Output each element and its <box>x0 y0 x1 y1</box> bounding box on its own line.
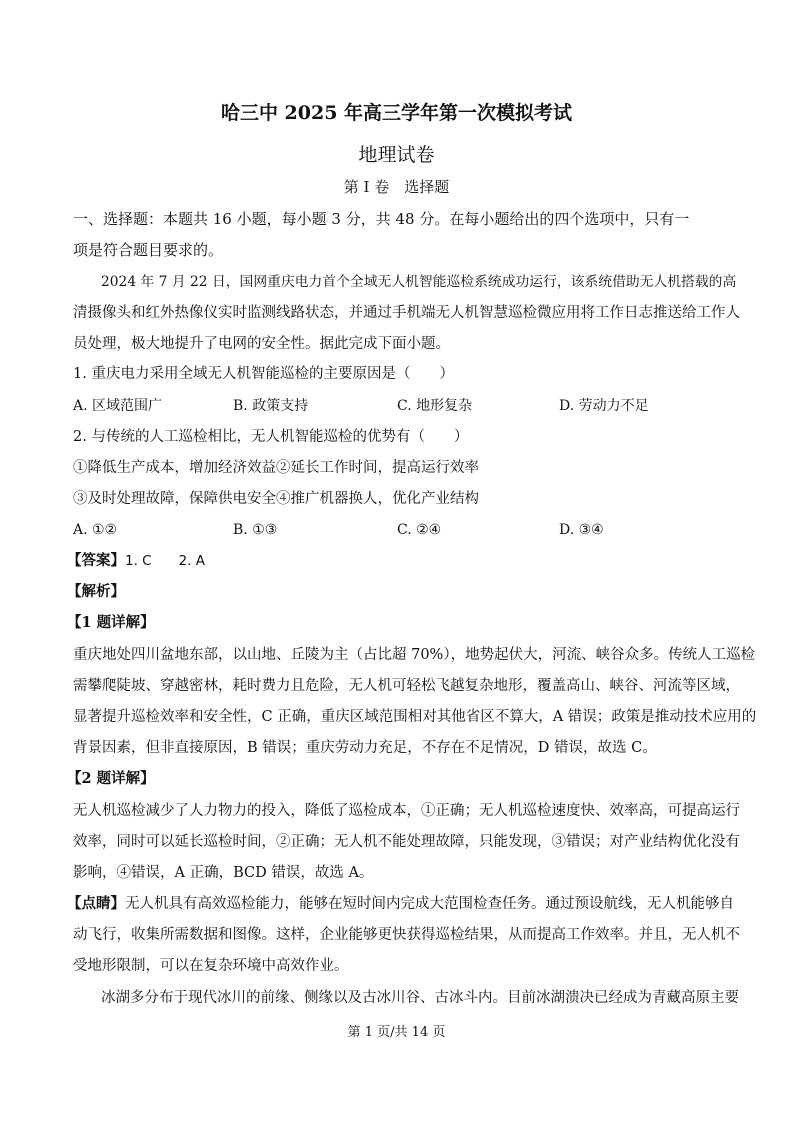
detail-2-label: 【2 题详解】 <box>67 770 155 787</box>
q1-option-b: B. 政策支持 <box>233 398 309 414</box>
detail-1-line-2: 需攀爬陡坡、穿越密林，耗时费力且危险，无人机可轻松飞越复杂地形，覆盖高山、峡谷、河流等区域， <box>73 678 740 694</box>
detail-1-line-4: 背景因素，但非直接原因，B 错误；重庆劳动力充足，不存在不足情况，D 错误，故选 C。 <box>73 740 657 756</box>
passage2-line-1: 冰湖多分布于现代冰川的前缘、侧缘以及古冰川谷、古冰斗内。目前冰湖溃决已经成为青藏高原主要 <box>101 990 739 1006</box>
exam-title: 哈三中 2025 年高三学年第一次模拟考试 <box>220 102 573 124</box>
question-2-statement-2: ③及时处理故障，保障供电安全④推广机器换人，优化产业结构 <box>73 491 479 507</box>
comment-label: 【点睛】 <box>67 895 125 912</box>
answer-text: 1. C 2. A <box>125 553 206 569</box>
detail-1-line-1: 重庆地处四川盆地东部，以山地、丘陵为主（占比超 70%），地势起伏大，河流、峡谷众多。传统人工巡检 <box>73 647 756 663</box>
comment-line-1 <box>67 894 734 914</box>
section-title: 第 I 卷 选择题 <box>343 178 450 196</box>
question-1-stem: 1. 重庆电力采用全域无人机智能巡检的主要原因是（ ） <box>73 366 454 382</box>
instructions-line-2: 项是符合题目要求的。 <box>73 241 224 259</box>
detail-1-label: 【1 题详解】 <box>67 614 155 631</box>
q1-option-a: A. 区域范围广 <box>73 398 163 414</box>
detail-2-line-3: 影响，④错误，A 正确，BCD 错误，故选 A。 <box>73 865 374 881</box>
comment-line-2: 动飞行，收集所需数据和图像。这样，企业能够更快获得巡检结果，从而提高工作效率。并且，无人机不 <box>73 927 740 943</box>
passage1-line-1: 2024 年 7 月 22 日，国网重庆电力首个全域无人机智能巡检系统成功运行，该系统借助无人机搭载的高 <box>101 274 737 290</box>
answer-label: 【答案】 <box>67 552 125 569</box>
q2-option-b: B. ①③ <box>233 522 278 538</box>
question-2-statement-1: ①降低生产成本，增加经济效益②延长工作时间，提高运行效率 <box>73 460 479 476</box>
q2-option-a: A. ①② <box>73 522 118 538</box>
q2-option-d: D. ③④ <box>559 522 604 538</box>
question-2-stem: 2. 与传统的人工巡检相比，无人机智能巡检的优势有（ ） <box>73 429 469 445</box>
instructions-line-1: 一、选择题：本题共 16 小题，每小题 3 分，共 48 分。在每小题给出的四个选项中，只有一 <box>73 210 690 228</box>
answer-line <box>67 551 205 571</box>
q1-option-d: D. 劳动力不足 <box>559 398 649 414</box>
detail-1-line-3: 显著提升巡检效率和安全性，C 正确，重庆区域范围相对其他省区不算大，A 错误；政策是推动技术应用的 <box>73 709 757 725</box>
passage1-line-2: 清摄像头和红外热像仪实时监测线路状态，并通过手机端无人机智慧巡检微应用将工作日志推送给工作人 <box>73 305 740 321</box>
analysis-label: 【解析】 <box>67 583 125 600</box>
passage1-line-3: 员处理，极大地提升了电网的安全性。据此完成下面小题。 <box>73 336 450 352</box>
detail-2-line-1: 无人机巡检减少了人力物力的投入，降低了巡检成本，①正确；无人机巡检速度快、效率高，可提高运行 <box>73 803 740 819</box>
page-number: 第 1 页/共 14 页 <box>347 1025 446 1040</box>
q2-option-c: C. ②④ <box>397 522 442 538</box>
detail-2-line-2: 效率，同时可以延长巡检时间，②正确；无人机不能处理故障，只能发现，③错误；对产业结构优化没有 <box>73 834 740 850</box>
q1-option-c: C. 地形复杂 <box>397 398 473 414</box>
subject-title: 地理试卷 <box>358 144 435 166</box>
comment-line-3: 受地形限制，可以在复杂环境中高效作业。 <box>73 958 349 974</box>
comment-text-1: 无人机具有高效巡检能力，能够在短时间内完成大范围检查任务。通过预设航线，无人机能够自 <box>125 896 734 912</box>
